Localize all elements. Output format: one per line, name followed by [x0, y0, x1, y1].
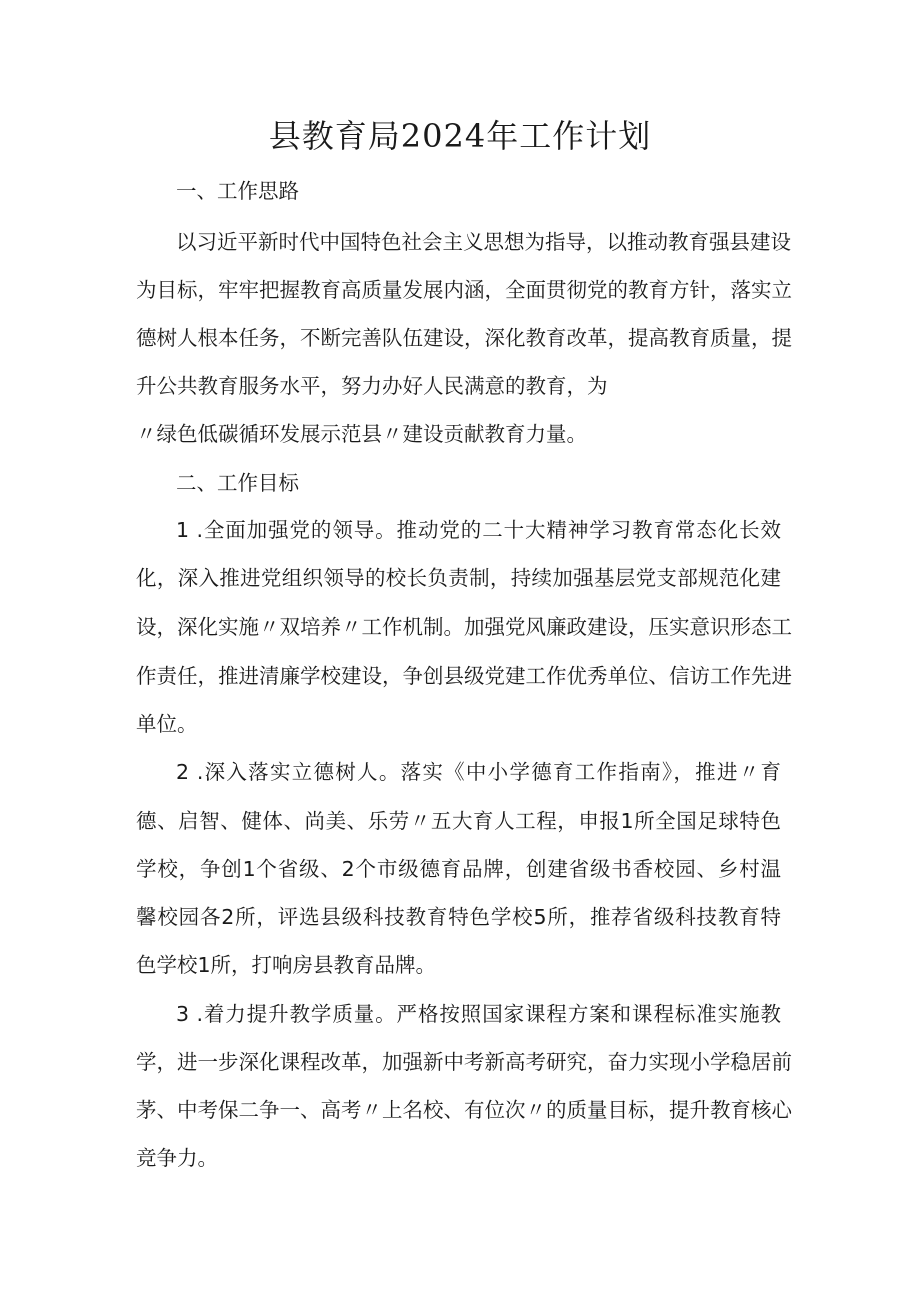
paragraph-line: 学，进一步深化课程改革，加强新中考新高考研究，奋力实现小学稳居前	[136, 1050, 792, 1074]
paragraph-line: 茅、中考保二争一、高考〃上名校、有位次〃的质量目标，提升教育核心	[136, 1098, 792, 1122]
section-heading-work-approach: 一、工作思路	[176, 179, 299, 203]
paragraph-line: 单位。	[136, 712, 198, 736]
paragraph-line: 2 .深入落实立德树人。落实《中小学德育工作指南》，推进〃育	[176, 760, 781, 784]
paragraph-line: 〃绿色低碳循环发展示范县〃建设贡献教育力量。	[136, 422, 587, 446]
paragraph-line: 为目标，牢牢把握教育高质量发展内涵，全面贯彻党的教育方针，落实立	[136, 278, 792, 302]
paragraph-line: 以习近平新时代中国特色社会主义思想为指导，以推动教育强县建设	[176, 230, 791, 254]
paragraph-line: 3 .着力提升教学质量。严格按照国家课程方案和课程标准实施教	[176, 1002, 781, 1026]
paragraph-line: 色学校1所，打响房县教育品牌。	[136, 953, 437, 977]
paragraph-line: 作责任，推进清廉学校建设，争创县级党建工作优秀单位、信访工作先进	[136, 664, 792, 688]
paragraph-line: 馨校园各2所，评选县级科技教育特色学校5所，推荐省级科技教育特	[136, 905, 781, 929]
paragraph-line: 化，深入推进党组织领导的校长负责制，持续加强基层党支部规范化建	[136, 566, 781, 590]
paragraph-line: 学校，争创1个省级、2个市级德育品牌，创建省级书香校园、乡村温	[136, 857, 781, 881]
section-heading-work-goals: 二、工作目标	[176, 471, 299, 495]
paragraph-line: 德树人根本任务，不断完善队伍建设，深化教育改革，提高教育质量，提	[136, 326, 792, 350]
paragraph-line: 竞争力。	[136, 1146, 218, 1170]
paragraph-line: 升公共教育服务水平，努力办好人民满意的教育，为	[136, 374, 608, 398]
document-title: 县教育局2024年工作计划	[268, 117, 652, 155]
paragraph-line: 设，深化实施〃双培养〃工作机制。加强党风廉政建设，压实意识形态工	[136, 615, 792, 639]
paragraph-line: 1 .全面加强党的领导。推动党的二十大精神学习教育常态化长效	[176, 518, 781, 542]
paragraph-line: 德、启智、健体、尚美、乐劳〃五大育人工程，申报1所全国足球特色	[136, 809, 781, 833]
